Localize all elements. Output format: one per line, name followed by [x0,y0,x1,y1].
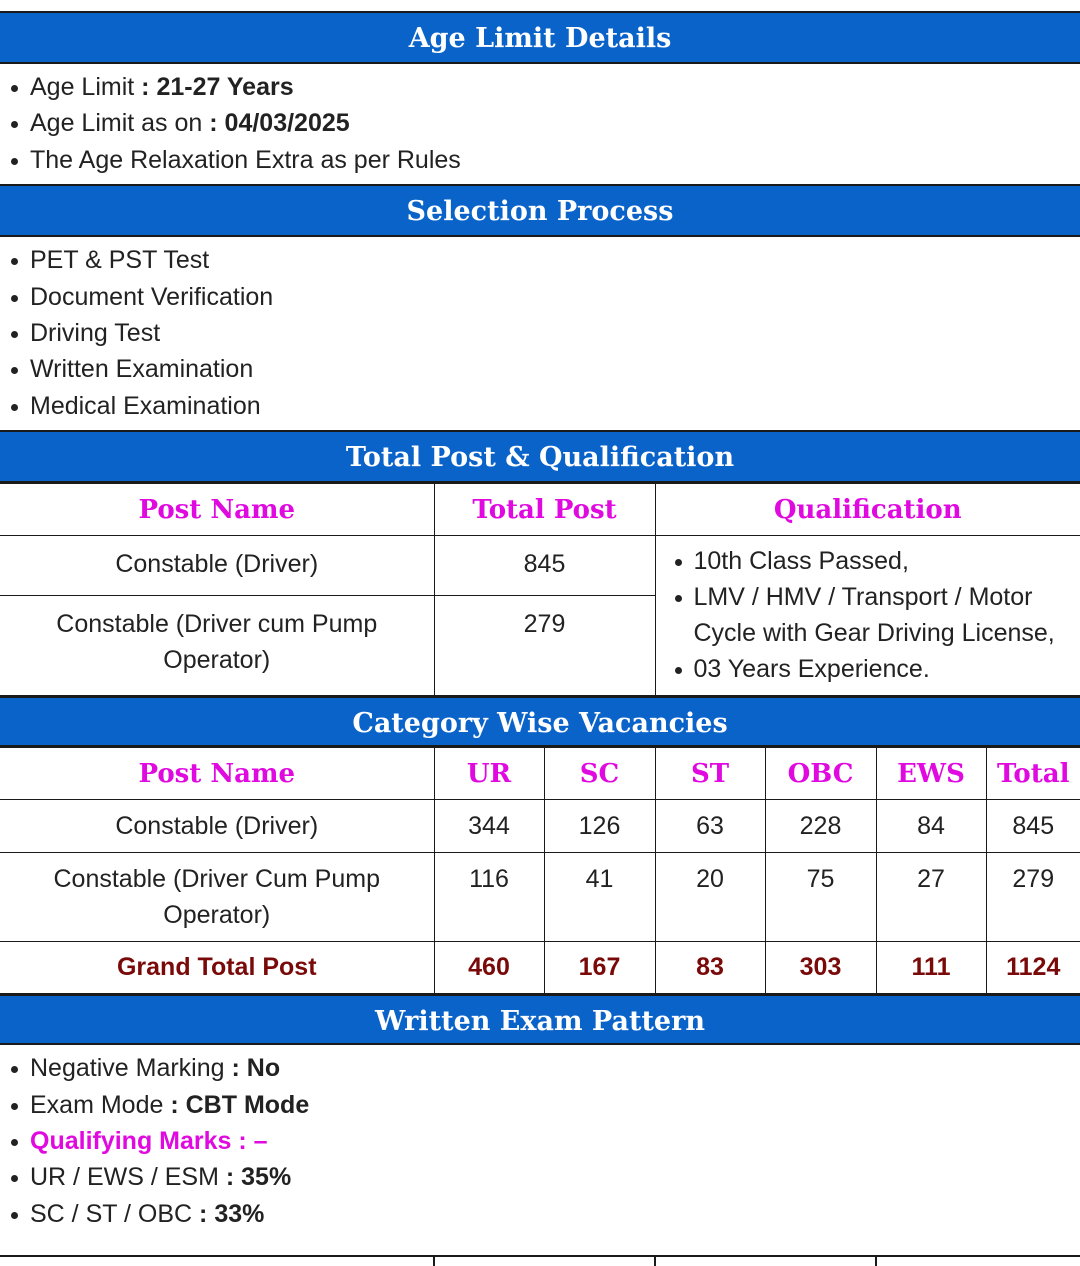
table-cell: 63 [655,800,765,853]
list-item: 10th Class Passed, [656,543,1080,579]
age-limit-list [0,64,1080,186]
list-item: The Age Relaxation Extra as per Rules [0,142,1080,178]
age-limit-header: Age Limit Details [0,13,1080,64]
column-header: Total Post [434,484,655,536]
list-item: Age Limit as on : 04/03/2025 [0,105,1080,141]
table-cell: 344 [434,800,544,853]
column-header: Qualification [655,484,1080,536]
total-post-header: Total Post & Qualification [0,432,1080,483]
list-item: SC / ST / OBC : 33% [0,1196,1080,1232]
list-item: 03 Years Experience. [656,651,1080,687]
selection-process-header: Selection Process [0,186,1080,237]
column-header: SC [544,748,655,800]
table-cell: 460 [434,942,544,994]
top-border [0,0,1080,13]
table-cell: 84 [876,800,986,853]
list-item: PET & PST Test [0,242,1080,278]
table-cell: Constable (Driver Cum Pump Operator) [0,853,434,942]
column-header: Total [986,748,1080,800]
category-vacancies-header: Category Wise Vacancies [0,696,1080,747]
list-item: Exam Mode : CBT Mode [0,1087,1080,1123]
category-vacancies-table [0,747,1080,994]
list-item: Driving Test [0,315,1080,351]
table-cell: 167 [544,942,655,994]
list-item: Document Verification [0,279,1080,315]
column-header: Post Name [0,748,434,800]
table-cell: 83 [655,942,765,994]
table-cell: 116 [434,853,544,942]
table-cell: 27 [876,853,986,942]
grand-total-row [0,942,1080,994]
list-item: LMV / HMV / Transport / Motor Cycle with Gear Driving License, [656,579,1080,651]
column-header: EWS [876,748,986,800]
qualification-cell [655,536,1080,696]
exam-pattern-list [0,1045,1080,1238]
table-cell: 75 [765,853,876,942]
table-cell: 303 [765,942,876,994]
table-cell: 279 [434,596,655,696]
table-cell: 845 [986,800,1080,853]
list-item: Negative Marking : No [0,1050,1080,1086]
table-cell: Grand Total Post [0,942,434,994]
list-item: UR / EWS / ESM : 35% [0,1159,1080,1195]
table-cell: 845 [434,536,655,596]
table-cell: 228 [765,800,876,853]
column-header: UR [434,748,544,800]
table-cell: 20 [655,853,765,942]
table-cell: 111 [876,942,986,994]
table-cell: Constable (Driver) [0,800,434,853]
table-cell: 1124 [986,942,1080,994]
list-item: Qualifying Marks : – [0,1123,1080,1159]
table-cell: 126 [544,800,655,853]
table-cell: 279 [986,853,1080,942]
list-item: Written Examination [0,351,1080,387]
table-cell: Constable (Driver cum Pump Operator) [0,596,434,696]
column-header: ST [655,748,765,800]
table-row [0,800,1080,853]
selection-process-list [0,237,1080,432]
next-table-top [0,1255,1080,1266]
total-post-table [0,483,1080,696]
list-item: Age Limit : 21-27 Years [0,69,1080,105]
table-cell: 41 [544,853,655,942]
list-item: Medical Examination [0,388,1080,424]
table-row [0,853,1080,942]
exam-pattern-header: Written Exam Pattern [0,994,1080,1045]
table-cell: Constable (Driver) [0,536,434,596]
column-header: Post Name [0,484,434,536]
column-header: OBC [765,748,876,800]
